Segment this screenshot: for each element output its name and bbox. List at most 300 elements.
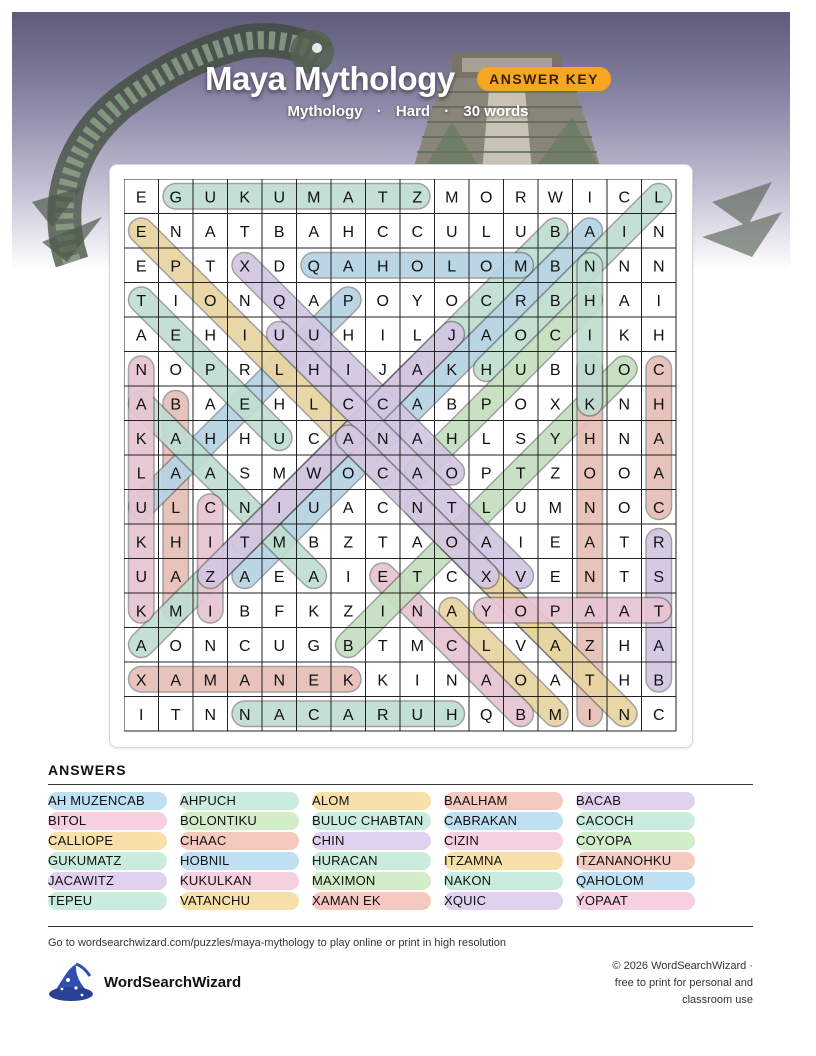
grid-letter: P <box>480 396 492 414</box>
grid-letter: A <box>135 327 147 345</box>
grid-letter: A <box>549 672 561 690</box>
grid-letter: A <box>653 637 665 655</box>
grid-letter: N <box>238 706 251 724</box>
grid-letter: O <box>169 361 182 379</box>
grid-letter: X <box>239 258 251 276</box>
grid-letter: T <box>619 568 630 586</box>
grid-letter: L <box>654 189 664 207</box>
grid-letter: A <box>342 499 354 517</box>
grid-letter: C <box>238 637 251 655</box>
grid-letter: I <box>415 672 420 690</box>
grid-letter: A <box>342 189 354 207</box>
grid-letter: H <box>238 430 251 448</box>
answer-word: BOLONTIKU <box>180 812 299 830</box>
answer-word: CHIN <box>312 832 431 850</box>
grid-letter: L <box>447 258 457 276</box>
grid-letter: N <box>618 706 631 724</box>
grid-letter: L <box>309 396 319 414</box>
grid-letter: A <box>411 396 423 414</box>
grid-letter: U <box>273 637 286 655</box>
grid-letter: M <box>514 258 528 276</box>
grid-letter: I <box>346 361 351 379</box>
grid-letter: H <box>618 637 631 655</box>
grid-letter: R <box>238 361 251 379</box>
grid-letter: H <box>342 223 355 241</box>
answer-word: AHPUCH <box>180 792 299 810</box>
grid-letter: U <box>307 327 320 345</box>
grid-letter: A <box>342 706 354 724</box>
grid-letter: C <box>376 223 389 241</box>
grid-letter: N <box>204 706 217 724</box>
grid-letter: O <box>169 637 182 655</box>
grid-letter: R <box>514 189 527 207</box>
grid-letter: O <box>411 258 424 276</box>
grid-letter: D <box>273 258 286 276</box>
grid-letter: T <box>653 603 664 621</box>
grid-letter: L <box>171 499 181 517</box>
grid-letter: O <box>445 292 458 310</box>
grid-letter: N <box>411 499 424 517</box>
grid-letter: K <box>446 361 458 379</box>
grid-letter: H <box>376 258 389 276</box>
answer-word: JACAWITZ <box>48 872 167 890</box>
answer-word: CHAAC <box>180 832 299 850</box>
grid-letter: X <box>549 396 561 414</box>
grid-letter: Z <box>584 637 595 655</box>
grid-letter: K <box>342 672 354 690</box>
grid-letter: H <box>204 327 217 345</box>
grid-letter: N <box>618 396 631 414</box>
grid-letter: A <box>584 534 596 552</box>
answer-word: CACOCH <box>576 812 695 830</box>
grid-letter: T <box>515 465 526 483</box>
grid-letter: U <box>204 189 217 207</box>
grid-letter: T <box>136 292 147 310</box>
grid-letter: K <box>377 672 389 690</box>
grid-letter: J <box>378 361 387 379</box>
grid-letter: W <box>306 465 322 483</box>
answer-word: ITZANANOHKU <box>576 852 695 870</box>
grid-letter: Q <box>273 292 286 310</box>
grid-letter: N <box>583 258 596 276</box>
grid-letter: A <box>239 672 251 690</box>
grid-letter: T <box>412 568 423 586</box>
grid-letter: V <box>515 568 527 586</box>
copyright-notice <box>583 958 753 1009</box>
grid-letter: H <box>445 430 458 448</box>
grid-letter: M <box>445 189 459 207</box>
grid-letter: P <box>204 361 216 379</box>
grid-letter: K <box>584 396 596 414</box>
grid-letter: I <box>208 603 213 621</box>
grid-letter: U <box>445 223 458 241</box>
grid-letter: O <box>376 292 389 310</box>
grid-letter: T <box>205 258 216 276</box>
grid-letter: I <box>242 327 247 345</box>
grid-letter: A <box>618 292 630 310</box>
answer-word: VATANCHU <box>180 892 299 910</box>
grid-letter: O <box>514 396 527 414</box>
grid-letter: C <box>204 499 217 517</box>
grid-letter: F <box>274 603 285 621</box>
grid-letter: C <box>652 706 665 724</box>
grid-letter: N <box>618 258 631 276</box>
grid-letter: M <box>307 189 321 207</box>
grid-letter: N <box>238 292 251 310</box>
grid-letter: A <box>273 706 285 724</box>
grid-letter: C <box>618 189 631 207</box>
grid-letter: G <box>307 637 320 655</box>
grid-letter: C <box>307 430 320 448</box>
grid-letter: W <box>547 189 563 207</box>
grid-letter: H <box>583 430 596 448</box>
grid-letter: O <box>342 465 355 483</box>
answer-word: COYOPA <box>576 832 695 850</box>
grid-letter: O <box>618 361 631 379</box>
grid-letter: U <box>411 706 424 724</box>
grid-letter: N <box>583 568 596 586</box>
grid-letter: E <box>239 396 251 414</box>
grid-letter: N <box>376 430 389 448</box>
grid-letter: U <box>514 499 527 517</box>
grid-letter: M <box>272 465 286 483</box>
play-online-link[interactable]: Go to wordsearchwizard.com/puzzles/maya-mythology to play online or print in high resolution <box>48 937 506 949</box>
grid-letter: H <box>445 706 458 724</box>
answer-word: ITZAMNA <box>444 852 563 870</box>
grid-letter: T <box>377 637 388 655</box>
grid-letter: X <box>480 568 492 586</box>
grid-letter: Q <box>307 258 320 276</box>
grid-letter: O <box>480 258 493 276</box>
grid-letter: E <box>377 568 389 586</box>
grid-letter: C <box>376 465 389 483</box>
answer-word: BITOL <box>48 812 167 830</box>
grid-letter: C <box>307 706 320 724</box>
grid-letter: B <box>308 534 320 552</box>
grid-letter: L <box>481 637 491 655</box>
grid-letter: L <box>274 361 284 379</box>
answer-word: BULUC CHABTAN <box>312 812 431 830</box>
grid-letter: A <box>549 637 561 655</box>
grid-letter: E <box>135 223 147 241</box>
grid-letter: N <box>583 499 596 517</box>
grid-letter: E <box>308 672 320 690</box>
grid-letter: O <box>514 327 527 345</box>
grid-letter: B <box>653 672 665 690</box>
grid-letter: B <box>549 223 561 241</box>
grid-letter: K <box>135 534 147 552</box>
answer-key-badge: ANSWER KEY <box>477 67 611 91</box>
answer-word: BAALHAM <box>444 792 563 810</box>
grid-letter: A <box>135 396 147 414</box>
grid-letter: A <box>411 361 423 379</box>
grid-letter: N <box>445 672 458 690</box>
answer-word: GUKUMATZ <box>48 852 167 870</box>
grid-letter: U <box>307 499 320 517</box>
grid-letter: C <box>652 499 665 517</box>
grid-letter: B <box>342 637 354 655</box>
grid-letter: K <box>135 430 147 448</box>
grid-letter: A <box>342 258 354 276</box>
brand-name: WordSearchWizard <box>104 974 242 991</box>
grid-letter: O <box>445 534 458 552</box>
grid-letter: L <box>481 223 491 241</box>
grid-letter: O <box>618 465 631 483</box>
grid-letter: Z <box>343 534 354 552</box>
grid-letter: I <box>173 292 178 310</box>
grid-letter: V <box>515 637 527 655</box>
grid-letter: T <box>377 189 388 207</box>
answer-word: ALOM <box>312 792 431 810</box>
grid-letter: T <box>377 534 388 552</box>
grid-letter: U <box>135 499 148 517</box>
answers-divider <box>48 784 753 785</box>
grid-letter: C <box>480 292 493 310</box>
grid-letter: B <box>446 396 458 414</box>
grid-letter: I <box>346 568 351 586</box>
grid-letter: H <box>307 361 320 379</box>
answer-word: HOBNIL <box>180 852 299 870</box>
grid-letter: A <box>204 396 216 414</box>
grid-letter: M <box>548 706 562 724</box>
answer-word: CIZIN <box>444 832 563 850</box>
grid-letter: N <box>169 223 182 241</box>
grid-letter: H <box>273 396 286 414</box>
answer-word: BACAB <box>576 792 695 810</box>
copyright-line: classroom use <box>682 994 753 1006</box>
grid-letter: B <box>273 223 285 241</box>
grid-letter: T <box>446 499 457 517</box>
grid-letter: A <box>170 568 182 586</box>
grid-letter: A <box>308 292 320 310</box>
grid-letter: A <box>411 430 423 448</box>
grid-letter: U <box>273 189 286 207</box>
grid-letter: P <box>170 258 182 276</box>
grid-letter: Y <box>411 292 423 310</box>
grid-letter: Z <box>412 189 423 207</box>
grid-letter: O <box>514 603 527 621</box>
answers-heading: ANSWERS <box>48 762 127 778</box>
grid-letter: P <box>342 292 354 310</box>
grid-letter: U <box>273 430 286 448</box>
grid-letter: C <box>376 499 389 517</box>
grid-letter: N <box>273 672 286 690</box>
grid-letter: E <box>549 568 561 586</box>
grid-letter: I <box>277 499 282 517</box>
grid-letter: Q <box>480 706 493 724</box>
grid-letter: I <box>518 534 523 552</box>
copyright-line: © 2026 WordSearchWizard · <box>612 960 753 972</box>
grid-letter: J <box>447 327 456 345</box>
grid-letter: B <box>515 706 527 724</box>
answer-word: TEPEU <box>48 892 167 910</box>
grid-letter: U <box>514 361 527 379</box>
grid-letter: I <box>139 706 144 724</box>
grid-letter: H <box>342 327 355 345</box>
grid-letter: A <box>411 534 423 552</box>
grid-letter: I <box>587 327 592 345</box>
grid-letter: O <box>480 189 493 207</box>
grid-letter: I <box>380 603 385 621</box>
grid-letter: A <box>584 223 596 241</box>
grid-letter: X <box>135 672 147 690</box>
grid-letter: M <box>548 499 562 517</box>
grid-letter: O <box>204 292 217 310</box>
grid-letter: P <box>549 603 561 621</box>
grid-letter: A <box>618 603 630 621</box>
grid-letter: E <box>273 568 285 586</box>
grid-letter: A <box>653 465 665 483</box>
grid-letter: B <box>549 258 561 276</box>
grid-letter: A <box>411 465 423 483</box>
grid-letter: A <box>170 465 182 483</box>
grid-letter: K <box>308 603 320 621</box>
grid-letter: T <box>619 534 630 552</box>
grid-letter: A <box>480 534 492 552</box>
grid-letter: A <box>480 672 492 690</box>
wizard-hat-icon <box>48 962 94 1004</box>
grid-letter: A <box>170 672 182 690</box>
grid-letter: S <box>515 430 527 448</box>
grid-letter: I <box>656 292 661 310</box>
grid-letter: I <box>587 706 592 724</box>
grid-letter: K <box>618 327 630 345</box>
grid-letter: H <box>204 430 217 448</box>
grid-letter: O <box>583 465 596 483</box>
grid-letter: U <box>135 568 148 586</box>
grid-letter: A <box>446 603 458 621</box>
grid-letter: A <box>170 430 182 448</box>
copyright-line: free to print for personal and <box>614 977 753 989</box>
grid-letter: I <box>208 534 213 552</box>
grid-letter: S <box>239 465 251 483</box>
grid-letter: N <box>135 361 148 379</box>
grid-letter: I <box>587 189 592 207</box>
grid-letter: M <box>169 603 183 621</box>
grid-letter: T <box>239 534 250 552</box>
grid-letter: M <box>203 672 217 690</box>
grid-letter: O <box>445 465 458 483</box>
grid-letter: A <box>135 637 147 655</box>
grid-letter: A <box>204 223 216 241</box>
footer-divider <box>48 926 753 927</box>
grid-letter: C <box>549 327 562 345</box>
grid-letter: N <box>238 499 251 517</box>
grid-letter: L <box>481 499 491 517</box>
grid-letter: A <box>308 568 320 586</box>
grid-letter: K <box>135 603 147 621</box>
grid-letter: H <box>618 672 631 690</box>
grid-letter: H <box>652 327 665 345</box>
grid-letter: C <box>445 568 458 586</box>
answer-word: MAXIMON <box>312 872 431 890</box>
grid-letter: E <box>135 258 147 276</box>
grid-letter: E <box>135 189 147 207</box>
answer-word: XQUIC <box>444 892 563 910</box>
answer-word: QAHOLOM <box>576 872 695 890</box>
grid-letter: H <box>583 292 596 310</box>
grid-letter: A <box>584 603 596 621</box>
grid-letter: T <box>239 223 250 241</box>
grid-letter: I <box>622 223 627 241</box>
title-row <box>0 60 816 98</box>
answer-word: KUKULKAN <box>180 872 299 890</box>
grid-letter: R <box>376 706 389 724</box>
grid-letter: H <box>169 534 182 552</box>
grid-letter: A <box>239 568 251 586</box>
grid-letter: U <box>583 361 596 379</box>
grid-letter: H <box>652 396 665 414</box>
grid-letter: M <box>410 637 424 655</box>
grid-letter: T <box>170 706 181 724</box>
grid-letter: A <box>204 465 216 483</box>
grid-letter: C <box>445 637 458 655</box>
grid-letter: N <box>618 430 631 448</box>
grid-letter: O <box>514 672 527 690</box>
grid-letter: O <box>618 499 631 517</box>
grid-letter: Y <box>480 603 492 621</box>
grid-letter: A <box>480 327 492 345</box>
grid-letter: S <box>653 568 665 586</box>
grid-letter: Z <box>343 603 354 621</box>
grid-letter: K <box>239 189 251 207</box>
grid-letter: E <box>170 327 182 345</box>
grid-letter: P <box>480 465 492 483</box>
grid-letter: Z <box>205 568 216 586</box>
grid-letter: Y <box>549 430 561 448</box>
category-label: Mythology <box>287 103 363 120</box>
answer-word: YOPAAT <box>576 892 695 910</box>
grid-letter: N <box>204 637 217 655</box>
grid-letter: B <box>549 292 561 310</box>
answer-word: AH MUZENCAB <box>48 792 167 810</box>
grid-letter: A <box>653 430 665 448</box>
answer-word: CABRAKAN <box>444 812 563 830</box>
grid-letter: N <box>652 223 665 241</box>
grid-letter: M <box>272 534 286 552</box>
grid-letter: I <box>380 327 385 345</box>
word-search-grid <box>124 179 677 732</box>
answer-word: XAMAN EK <box>312 892 431 910</box>
grid-letter: B <box>549 361 561 379</box>
grid-letter: H <box>480 361 493 379</box>
grid-letter: C <box>376 396 389 414</box>
answer-word: NAKON <box>444 872 563 890</box>
answers-list <box>48 792 748 910</box>
grid-letter: U <box>273 327 286 345</box>
grid-letter: C <box>411 223 424 241</box>
grid-letter: G <box>169 189 182 207</box>
grid-letter: Z <box>550 465 561 483</box>
grid-letter: C <box>652 361 665 379</box>
grid-letter: T <box>584 672 595 690</box>
puzzle-meta <box>0 103 816 120</box>
grid-letter: R <box>514 292 527 310</box>
answer-word: HURACAN <box>312 852 431 870</box>
grid-letter: A <box>342 430 354 448</box>
grid-letter: B <box>170 396 182 414</box>
meta-separator: · <box>444 103 450 120</box>
difficulty-label: Hard <box>395 103 431 120</box>
grid-letter: A <box>308 223 320 241</box>
grid-letter: L <box>136 465 146 483</box>
grid-letter: U <box>514 223 527 241</box>
grid-letter: C <box>342 396 355 414</box>
grid-letter: B <box>239 603 251 621</box>
page-title: Maya Mythology <box>204 60 455 97</box>
answer-word: CALLIOPE <box>48 832 167 850</box>
grid-letter: N <box>652 258 665 276</box>
